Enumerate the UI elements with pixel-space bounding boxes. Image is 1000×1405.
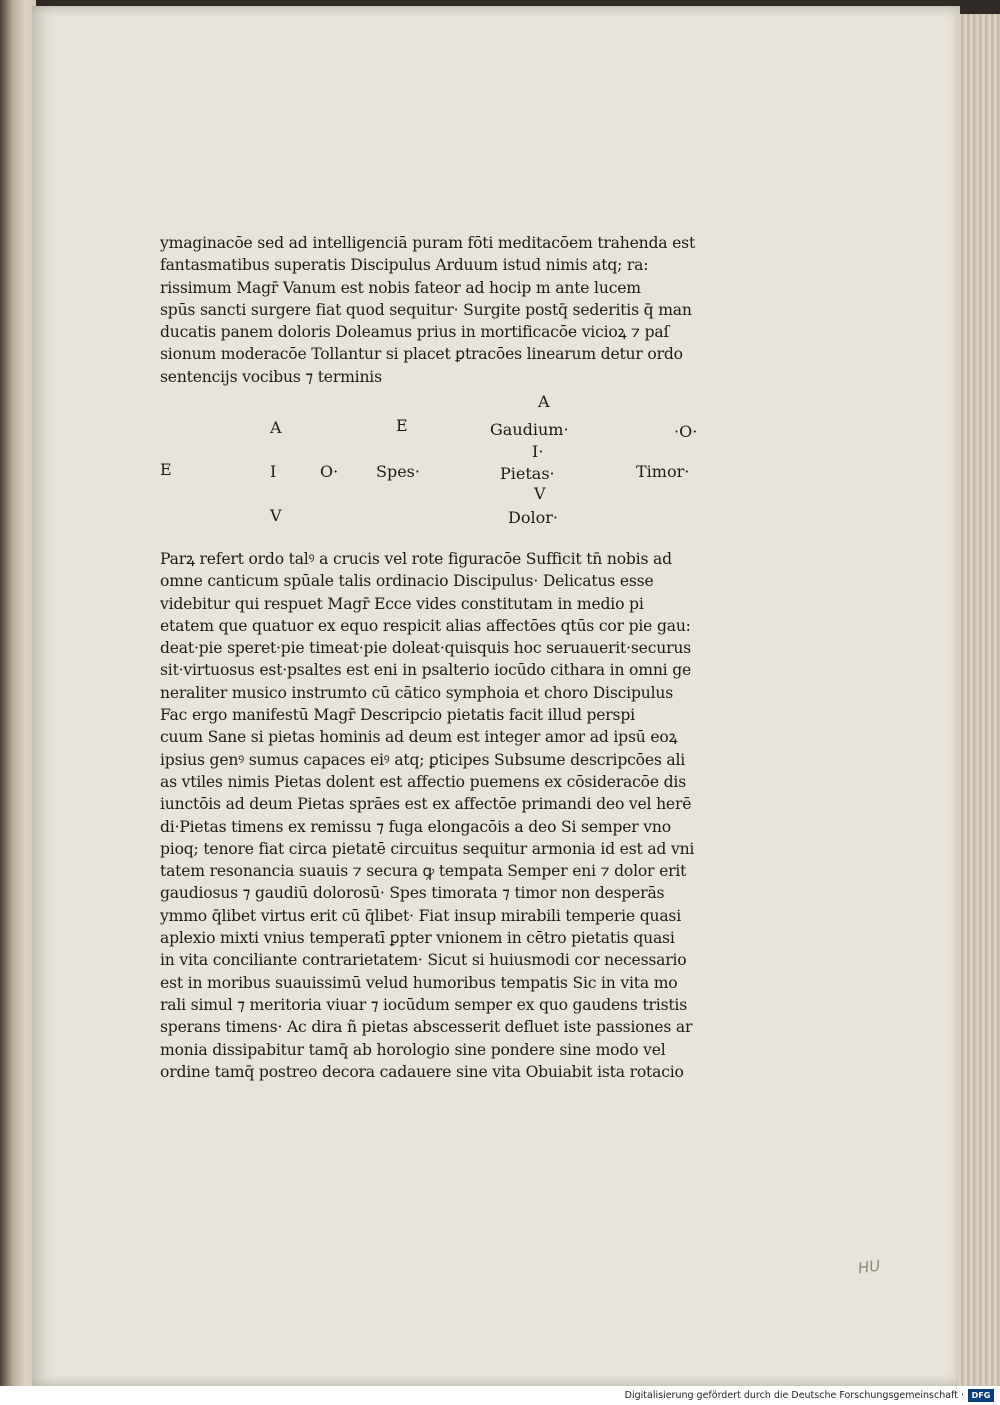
text-line: ymmo q̄libet virtus erit cū q̄libet· Fiat insup mirabili temperie quasi <box>160 906 682 925</box>
page-stack-edge <box>958 14 1000 1386</box>
funding-credit: Digitalisierung gefördert durch die Deutsche Forschungsgemeinschaft · <box>624 1390 964 1401</box>
paragraph-main <box>160 548 740 1083</box>
text-line: sit·virtuosus est·psaltes est eni in psalterio iocūdo cithara in omni ge <box>160 661 692 680</box>
vowel-diagram <box>160 392 740 532</box>
diagram-label-i-left: I <box>270 462 277 481</box>
text-line: rissimum Magr̄ Vanum est nobis fateor ad hocip m ante lucem <box>160 278 641 297</box>
footer-bar <box>0 1386 1000 1405</box>
text-line: ducatis panem doloris Doleamus prius in mortificacōe vicioꝝ ⁊ paſ <box>160 323 670 342</box>
text-line: videbitur qui respuet Magr̄ Ecce vides constitutam in medio pi <box>160 594 644 613</box>
diagram-label-dolor: Dolor· <box>508 508 558 527</box>
diagram-label-i-center: I· <box>532 442 544 461</box>
text-line: etatem que quatuor ex equo respicit alias affectōes qtūs cor pie gau: <box>160 616 691 635</box>
text-line: ordine tamq̄ postreo decora cadauere sine vita Obuiabit ista rotacio <box>160 1062 684 1081</box>
text-line: omne canticum spūale talis ordinacio Discipulus· Delicatus esse <box>160 572 654 591</box>
diagram-label-o-left: O· <box>320 462 339 481</box>
diagram-label-a-left: A <box>270 418 282 437</box>
diagram-label-e-left: E <box>160 460 172 479</box>
text-line: gaudiosus ⁊ gaudiū dolorosū· Spes timorata ⁊ timor non desperās <box>160 884 665 903</box>
text-line: sperans timens· Ac dira ñ pietas abscesserit defluet iste passiones ar <box>160 1018 693 1037</box>
text-line: ipsius genꝰ sumus capaces eiꝰ atq; ꝑticipes Subsume descripcōes ali <box>160 750 686 769</box>
diagram-label-a-top: A <box>538 392 550 411</box>
paragraph-top <box>160 232 740 388</box>
text-line: pioq; tenore fiat circa pietatē circuitus sequitur armonia id est ad vni <box>160 839 695 858</box>
text-line: as vtiles nimis Pietas dolent est affectio puemens ex cōsideracōe dis <box>160 772 686 791</box>
text-line: iunctōis ad deum Pietas sprāes est ex affectōe primandi deo vel herē <box>160 795 692 814</box>
text-line: sentencijs vocibus ⁊ terminis <box>160 367 382 386</box>
text-line: spūs sancti surgere fiat quod sequitur· Surgite postq̄ sederitis q̄ man <box>160 300 692 319</box>
text-line: est in moribus suauissimū velud humoribus tempatis Sic in vita mo <box>160 973 678 992</box>
diagram-label-o-right: ·O· <box>674 422 698 441</box>
text-line: cuum Sane si pietas hominis ad deum est integer amor ad ipsū eoꝝ <box>160 728 678 747</box>
text-line: rali simul ⁊ meritoria viuar ⁊ iocūdum semper ex quo gaudens tristis <box>160 995 688 1014</box>
text-line: fantasmatibus superatis Discipulus Arduum istud nimis atq; ra: <box>160 256 649 275</box>
text-line: Fac ergo manifestū Magr̄ Descripcio pietatis facit illud perspi <box>160 706 635 725</box>
book-left-edge <box>0 0 36 1386</box>
text-line: aplexio mixti vnius temperatī ꝑpter vnionem in cētro pietatis quasi <box>160 929 675 948</box>
diagram-label-v-center: V <box>534 484 546 503</box>
diagram-label-v-left: V <box>270 506 282 525</box>
diagram-label-gaudium: Gaudium· <box>490 420 569 439</box>
text-line: in vita conciliante contrarietatem· Sicut si huiusmodi cor necessario <box>160 951 687 970</box>
text-line: deat·pie speret·pie timeat·pie doleat·quisquis hoc seruauerit·securus <box>160 639 691 658</box>
text-line: sionum moderacōe Tollantur si placet ꝑtracōes linearum detur ordo <box>160 345 683 364</box>
dfg-logo[interactable]: DFG <box>968 1389 994 1402</box>
diagram-label-timor: Timor· <box>636 462 690 481</box>
text-line: Parꝝ refert ordo talꝰ a crucis vel rote figuracōe Sufficit tn̄ nobis ad <box>160 550 672 568</box>
text-line: tatem resonancia suauis ⁊ secura ꝙ tempata Semper eni ⁊ dolor erit <box>160 862 687 881</box>
diagram-label-e-top: E <box>396 416 408 435</box>
text-line: neraliter musico instrumto cū cātico symphoia et choro Discipulus <box>160 683 674 702</box>
text-line: di·Pietas timens ex remissu ⁊ fuga elongacōis a deo Si semper vno <box>160 817 671 836</box>
pencil-annotation: HU <box>856 1256 882 1278</box>
diagram-label-spes: Spes· <box>376 462 420 481</box>
diagram-label-pietas: Pietas· <box>500 464 555 483</box>
text-line: ymaginacōe sed ad intelligenciā puram fōti meditacōem trahenda est <box>160 234 696 252</box>
text-line: monia dissipabitur tamq̄ ab horologio sine pondere sine modo vel <box>160 1040 666 1059</box>
